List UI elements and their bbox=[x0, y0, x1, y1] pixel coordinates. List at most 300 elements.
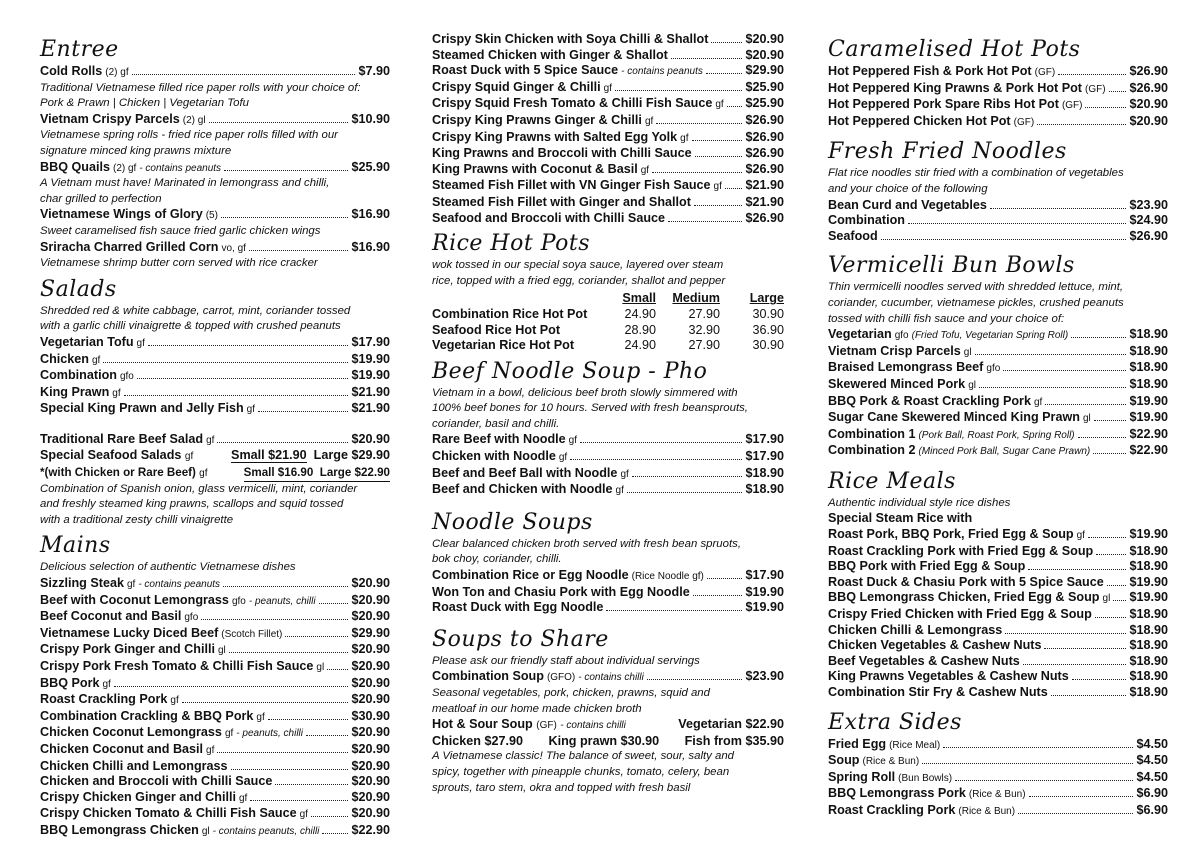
item-price: $20.90 bbox=[351, 642, 390, 657]
item-tag: gf bbox=[238, 792, 248, 804]
menu-item bbox=[40, 774, 390, 790]
item-tag: gl bbox=[968, 379, 976, 391]
dot-leader bbox=[1113, 600, 1126, 601]
size-price: 28.90 bbox=[624, 322, 656, 337]
item-price: $16.90 bbox=[351, 239, 390, 254]
item-price: $18.90 bbox=[1129, 669, 1168, 684]
item-tag: gf bbox=[603, 82, 612, 94]
menu-item bbox=[828, 443, 1168, 460]
menu-item bbox=[432, 96, 784, 113]
chicken-price: Chicken $27.90 bbox=[432, 733, 524, 748]
bun-bowls-list bbox=[828, 280, 1168, 460]
item-price: $6.90 bbox=[1136, 802, 1168, 817]
section-heading-fried-noodles: Fresh Fried Noodles bbox=[828, 139, 1067, 165]
item-name: Chicken Chilli & Lemongrass bbox=[828, 622, 1003, 637]
menu-item bbox=[828, 803, 1168, 820]
menu-item bbox=[40, 432, 390, 449]
item-name: *(with Chicken or Rare Beef) bbox=[40, 466, 196, 480]
item-name: Hot Peppered King Prawns & Pork Hot Pot bbox=[828, 80, 1083, 95]
menu-item bbox=[828, 669, 1168, 685]
item-name: Vegetarian Rice Hot Pot bbox=[432, 338, 575, 353]
dot-leader bbox=[1023, 664, 1127, 665]
rice-hot-pot-row bbox=[432, 307, 784, 323]
menu-item bbox=[828, 638, 1168, 654]
item-note: (Fried Tofu, Vegetarian Spring Roll) bbox=[911, 330, 1069, 342]
dot-leader bbox=[606, 610, 742, 611]
item-description: and your choice of the following bbox=[828, 182, 988, 195]
item-price: $20.90 bbox=[351, 609, 390, 624]
spacer bbox=[40, 418, 390, 432]
combo-soup-desc-1: Seasonal vegetables, pork, chicken, prawns, squid and bbox=[432, 687, 710, 699]
dot-leader bbox=[1005, 633, 1126, 634]
mains-continued-list bbox=[432, 32, 784, 226]
item-description: coriander, basil and chilli. bbox=[432, 417, 560, 430]
rice-hot-pot-rows bbox=[432, 307, 784, 354]
item-tag: gfo bbox=[231, 595, 246, 607]
menu-item bbox=[828, 527, 1168, 544]
item-name: Bean Curd and Vegetables bbox=[828, 197, 987, 212]
item-name: Steamed Fish Fillet with VN Ginger Fish Sauce bbox=[432, 178, 711, 193]
item-name: Vietnam Crispy Parcels bbox=[40, 111, 180, 126]
item-price: $20.90 bbox=[351, 692, 390, 707]
menu-item bbox=[828, 114, 1168, 131]
dot-leader bbox=[922, 763, 1133, 764]
item-price: $19.90 bbox=[1129, 527, 1168, 542]
item-description: Clear balanced chicken broth served with fresh bean spruots, bbox=[432, 537, 741, 550]
menu-item bbox=[828, 590, 1168, 607]
item-name: King Prawn bbox=[40, 384, 110, 399]
dot-leader bbox=[1018, 813, 1133, 814]
dot-leader bbox=[1058, 74, 1126, 75]
menu-item bbox=[432, 32, 784, 48]
item-tag: gf bbox=[102, 678, 111, 690]
item-name: Combination Soup bbox=[432, 669, 544, 684]
item-tag: (2) gf bbox=[112, 162, 137, 174]
dot-leader bbox=[268, 719, 349, 720]
item-tag: (Rice & Bun) bbox=[958, 805, 1016, 817]
item-price: $18.90 bbox=[1129, 559, 1168, 574]
item-price: $25.90 bbox=[745, 96, 784, 111]
salad-description-3: with a traditional zesty chilli vinaigrette bbox=[40, 513, 234, 526]
item-name: Hot Peppered Pork Spare Ribs Hot Pot bbox=[828, 97, 1059, 112]
item-tag: (Scotch Fillet) bbox=[221, 628, 283, 640]
dot-leader bbox=[285, 636, 348, 637]
dot-leader bbox=[209, 122, 349, 123]
item-price: $23.90 bbox=[745, 669, 784, 684]
menu-item bbox=[828, 198, 1168, 214]
item-price: $26.90 bbox=[1129, 228, 1168, 243]
item-name: BBQ Pork with Fried Egg & Soup bbox=[828, 559, 1026, 574]
item-tag: (Rice & Bun) bbox=[968, 789, 1026, 801]
menu-item bbox=[40, 352, 390, 369]
dot-leader bbox=[223, 586, 348, 587]
item-tag: gl bbox=[1102, 593, 1111, 605]
dot-leader bbox=[132, 74, 356, 75]
menu-item bbox=[828, 607, 1168, 623]
item-tag: gf bbox=[184, 451, 194, 463]
dot-leader bbox=[148, 345, 349, 346]
item-price: $20.90 bbox=[1129, 97, 1168, 112]
item-note: - contains chilli bbox=[560, 720, 626, 732]
section-heading-salads: Salads bbox=[40, 276, 117, 302]
item-tag: gf bbox=[640, 164, 650, 176]
item-price: $19.90 bbox=[745, 600, 784, 615]
item-name: Soup bbox=[828, 753, 860, 768]
dot-leader bbox=[1109, 91, 1127, 92]
item-tag: gf bbox=[136, 337, 145, 349]
menu-item bbox=[40, 823, 390, 840]
size-price: 30.90 bbox=[752, 306, 784, 321]
item-name: Beef and Beef Ball with Noodle bbox=[432, 465, 618, 480]
item-price: $6.90 bbox=[1136, 786, 1168, 801]
menu-item bbox=[828, 213, 1168, 229]
menu-item bbox=[828, 410, 1168, 427]
menu-item bbox=[828, 427, 1168, 444]
dot-leader bbox=[580, 442, 742, 443]
menu-item bbox=[432, 432, 784, 449]
menu-item bbox=[40, 64, 390, 81]
dot-leader bbox=[652, 172, 742, 173]
menu-item bbox=[432, 449, 784, 466]
item-name: Skewered Minced Pork bbox=[828, 376, 966, 391]
special-salads-variant bbox=[40, 465, 390, 482]
item-tag: gl bbox=[201, 825, 210, 837]
item-name: Beef and Chicken with Noodle bbox=[432, 482, 613, 497]
menu-item bbox=[432, 585, 784, 601]
item-name: Roast Pork, BBQ Pork, Fried Egg & Soup bbox=[828, 527, 1074, 542]
item-description: Authentic individual style rice dishes bbox=[828, 496, 1011, 509]
dot-leader bbox=[1045, 404, 1126, 405]
item-name: Beef Vegetables & Cashew Nuts bbox=[828, 653, 1020, 668]
item-description: Vietnamese shrimp butter corn served with rice cracker bbox=[40, 257, 318, 270]
menu-item bbox=[40, 692, 390, 709]
item-price: $4.50 bbox=[1136, 753, 1168, 768]
item-description: Vietnam in a bowl, delicious beef broth slowly simmered with bbox=[432, 386, 738, 399]
dot-leader bbox=[201, 619, 348, 620]
dot-leader bbox=[229, 652, 349, 653]
dot-leader bbox=[1094, 420, 1127, 421]
dot-leader bbox=[124, 395, 349, 396]
item-name: Roast Crackling Pork bbox=[40, 692, 168, 707]
dot-leader bbox=[231, 769, 349, 770]
item-price: $26.90 bbox=[745, 129, 784, 144]
item-note: - peanuts, chilli bbox=[248, 595, 316, 607]
item-price: $18.90 bbox=[1129, 376, 1168, 391]
item-tag: (5) bbox=[205, 210, 218, 222]
item-name: Hot Peppered Fish & Pork Hot Pot bbox=[828, 64, 1032, 78]
item-price: $23.90 bbox=[1129, 197, 1168, 212]
item-tag: gf bbox=[206, 744, 215, 756]
menu-item bbox=[828, 559, 1168, 575]
menu-item bbox=[40, 790, 390, 807]
item-name: Sriracha Charred Grilled Corn bbox=[40, 239, 219, 254]
dot-leader bbox=[275, 784, 348, 785]
hot-sour-soup bbox=[432, 717, 784, 734]
item-price: $20.90 bbox=[351, 659, 390, 673]
dot-leader bbox=[695, 156, 743, 157]
menu-item bbox=[40, 659, 390, 676]
item-description: Vietnamese spring rolls - fried rice paper rolls filled with our bbox=[40, 129, 338, 142]
item-tag: gf bbox=[715, 99, 724, 111]
item-price: $18.90 bbox=[1129, 343, 1168, 358]
item-price: $17.90 bbox=[745, 432, 784, 447]
menu-item bbox=[40, 368, 390, 385]
item-name: Hot Peppered Chicken Hot Pot bbox=[828, 113, 1011, 128]
item-tag: (GF) bbox=[1061, 100, 1083, 112]
price-small: Small $21.90 bbox=[231, 448, 307, 463]
section-heading-rice-hot-pots: Rice Hot Pots bbox=[432, 231, 590, 257]
price-large: Large $22.90 bbox=[319, 466, 390, 480]
item-name: Combination bbox=[40, 368, 117, 383]
item-tag: gf bbox=[680, 132, 689, 144]
item-name: BBQ Pork bbox=[40, 675, 100, 690]
item-note: (Minced Pork Ball, Sugar Cane Prawn) bbox=[918, 446, 1091, 458]
item-name: BBQ Quails bbox=[40, 159, 110, 174]
menu-item bbox=[40, 742, 390, 759]
item-tag: (Rice & Bun) bbox=[862, 756, 920, 768]
item-tag: gfo bbox=[184, 612, 199, 624]
menu-item bbox=[432, 195, 784, 211]
item-price: $25.90 bbox=[745, 79, 784, 94]
soups-share-desc: Please ask our friendly staff about individual servings bbox=[432, 654, 700, 667]
item-name: Roast Duck with Egg Noodle bbox=[432, 600, 604, 615]
item-description: char grilled to perfection bbox=[40, 192, 162, 205]
dot-leader bbox=[725, 188, 743, 189]
menu-item bbox=[40, 576, 390, 593]
item-price: $19.90 bbox=[1129, 574, 1168, 589]
section-heading-rice-meals: Rice Meals bbox=[828, 468, 956, 494]
section-heading-caramelised-hot-pots: Caramelised Hot Pots bbox=[828, 37, 1081, 62]
item-price: $19.90 bbox=[351, 351, 390, 366]
menu-item bbox=[40, 160, 390, 177]
item-price: $18.90 bbox=[1129, 685, 1168, 699]
item-price: $20.90 bbox=[351, 741, 390, 756]
item-tag: gf bbox=[206, 434, 215, 446]
item-note: - peanuts, chilli bbox=[236, 728, 303, 740]
item-price: $20.90 bbox=[351, 806, 390, 821]
hot-pots-list bbox=[828, 64, 1168, 130]
size-large-header: Large bbox=[749, 291, 784, 306]
hot-sour-desc-1: A Vietnamese classic! The balance of sweet, sour, salty and bbox=[432, 750, 735, 763]
salads-list bbox=[40, 304, 390, 449]
item-name: BBQ Pork & Roast Crackling Pork bbox=[828, 393, 1031, 408]
entree-list bbox=[40, 64, 390, 272]
menu-item bbox=[432, 113, 784, 130]
dot-leader bbox=[975, 354, 1127, 355]
menu-item bbox=[828, 737, 1168, 754]
dot-leader bbox=[707, 578, 743, 579]
dot-leader bbox=[1029, 796, 1134, 797]
item-price: $26.90 bbox=[745, 210, 784, 225]
item-note: - contains peanuts bbox=[138, 579, 221, 591]
item-name: Crispy Squid Ginger & Chilli bbox=[432, 79, 601, 94]
vegetarian-price: Vegetarian $22.90 bbox=[678, 717, 784, 732]
item-name: Roast Duck with 5 Spice Sauce bbox=[432, 63, 619, 78]
item-name: Crispy Chicken Tomato & Chilli Fish Sauce bbox=[40, 806, 297, 821]
item-name: Chicken Vegetables & Cashew Nuts bbox=[828, 638, 1042, 653]
item-name: BBQ Lemongrass Chicken bbox=[40, 822, 199, 837]
dot-leader bbox=[1093, 453, 1126, 454]
item-tag: gf bbox=[199, 468, 208, 480]
item-name: Hot & Sour Soup bbox=[432, 717, 533, 732]
item-tag: gf bbox=[224, 728, 234, 740]
item-tag: gf bbox=[1076, 530, 1085, 542]
menu-item bbox=[40, 626, 390, 643]
item-price: $20.90 bbox=[351, 675, 390, 690]
dot-leader bbox=[908, 223, 1127, 224]
item-description: signature minced king prawns mixture bbox=[40, 144, 232, 157]
dot-leader bbox=[706, 73, 743, 74]
item-name: Chicken and Broccoli with Chilli Sauce bbox=[40, 774, 273, 789]
item-name: Seafood bbox=[828, 228, 878, 243]
section-heading-pho: Beef Noodle Soup - Pho bbox=[432, 358, 708, 384]
item-tag: gl bbox=[963, 346, 972, 358]
item-price: $29.90 bbox=[351, 625, 390, 640]
hot-sour-desc-2: spicy, together with pineapple chunks, tomato, celery, bean bbox=[432, 765, 730, 778]
price-small: Small $16.90 bbox=[243, 466, 314, 480]
item-name: Roast Crackling Pork with Fried Egg & Soup bbox=[828, 543, 1094, 558]
item-price: $21.90 bbox=[351, 401, 390, 416]
item-name: Beef Coconut and Basil bbox=[40, 609, 182, 624]
menu-column-1 bbox=[40, 32, 390, 840]
item-name: Braised Lemongrass Beef bbox=[828, 360, 984, 375]
item-tag: gf bbox=[568, 435, 577, 447]
menu-item bbox=[432, 178, 784, 195]
dot-leader bbox=[1095, 617, 1127, 618]
item-description: tossed with chilli fish sauce and your choice of: bbox=[828, 312, 1065, 325]
item-tag: gf bbox=[170, 695, 179, 707]
item-note: (Pork Ball, Roast Pork, Spring Roll) bbox=[918, 429, 1075, 441]
menu-item bbox=[40, 759, 390, 775]
item-name: Crispy King Prawns with Salted Egg Yolk bbox=[432, 129, 678, 144]
item-tag: gf bbox=[615, 485, 624, 497]
menu-item bbox=[828, 770, 1168, 787]
item-name: Special Seafood Salads bbox=[40, 448, 182, 463]
item-note: - contains peanuts bbox=[621, 66, 703, 78]
item-price: $20.90 bbox=[745, 47, 784, 62]
dot-leader bbox=[627, 492, 743, 493]
item-price: $17.90 bbox=[351, 334, 390, 349]
item-name: Fried Egg bbox=[828, 736, 887, 751]
item-description: Pork & Prawn | Chicken | Vegetarian Tofu bbox=[40, 97, 249, 110]
menu-item bbox=[828, 544, 1168, 560]
item-description: Delicious selection of authentic Vietnamese dishes bbox=[40, 561, 296, 574]
hot-sour-desc-3: sprouts, taro stem, okra and topped with fresh basil bbox=[432, 781, 691, 794]
hot-sour-prices bbox=[432, 734, 784, 750]
rice-hot-pots-desc-1: wok tossed in our special soya sauce, layered over steam bbox=[432, 259, 724, 272]
dot-leader bbox=[615, 90, 742, 91]
dot-leader bbox=[979, 387, 1126, 388]
item-name: Vietnamese Wings of Glory bbox=[40, 207, 203, 222]
item-name: Chicken with Noodle bbox=[432, 449, 556, 464]
menu-item bbox=[828, 81, 1168, 98]
menu-item bbox=[432, 146, 784, 162]
dot-leader bbox=[1085, 107, 1126, 108]
dot-leader bbox=[692, 140, 743, 141]
item-name: King Prawns with Coconut & Basil bbox=[432, 161, 638, 176]
dot-leader bbox=[943, 747, 1133, 748]
size-price: 30.90 bbox=[752, 338, 784, 353]
item-name: Combination 1 bbox=[828, 426, 916, 441]
item-tag: (GFO) bbox=[546, 672, 576, 684]
item-name: BBQ Lemongrass Pork bbox=[828, 786, 966, 801]
section-heading-entree: Entree bbox=[40, 37, 119, 62]
menu-item bbox=[432, 80, 784, 97]
menu-item bbox=[40, 112, 390, 129]
dot-leader bbox=[182, 702, 349, 703]
item-name: Chicken Coconut Lemongrass bbox=[40, 725, 222, 740]
menu-item bbox=[432, 482, 784, 499]
dot-leader bbox=[1107, 585, 1127, 586]
item-description: Thin vermicelli noodles served with shredded lettuce, mint, bbox=[828, 281, 1124, 294]
item-price: $18.90 bbox=[745, 465, 784, 480]
dot-leader bbox=[306, 735, 348, 736]
menu-item bbox=[828, 623, 1168, 639]
menu-item bbox=[828, 394, 1168, 411]
menu-column-3 bbox=[828, 32, 1168, 820]
section-heading-extra-sides: Extra Sides bbox=[828, 709, 962, 735]
dot-leader bbox=[1078, 437, 1127, 438]
item-price: $26.90 bbox=[745, 112, 784, 127]
item-name: Cold Rolls bbox=[40, 64, 103, 78]
rice-hot-pots-desc-2: rice, topped with a fried egg, coriander, shallot and pepper bbox=[432, 274, 726, 287]
extra-sides-list bbox=[828, 737, 1168, 820]
item-name: Chicken Chilli and Lemongrass bbox=[40, 758, 228, 773]
item-description: Sweet caramelised fish sauce fried garlic chicken wings bbox=[40, 224, 321, 237]
item-price: $24.90 bbox=[1129, 213, 1168, 228]
menu-item bbox=[40, 207, 390, 224]
dot-leader bbox=[1028, 569, 1126, 570]
item-description: Shredded red & white cabbage, carrot, mint, coriander tossed bbox=[40, 304, 351, 317]
item-price: $18.90 bbox=[745, 482, 784, 497]
item-name: Combination bbox=[828, 213, 905, 228]
section-heading-noodle-soups: Noodle Soups bbox=[432, 509, 593, 535]
item-price: $18.90 bbox=[1129, 327, 1168, 342]
menu-item bbox=[828, 575, 1168, 591]
dot-leader bbox=[1003, 370, 1126, 371]
menu-item bbox=[40, 609, 390, 626]
dot-leader bbox=[250, 800, 348, 801]
item-price: $26.90 bbox=[745, 161, 784, 176]
menu-item bbox=[432, 63, 784, 80]
dot-leader bbox=[1072, 679, 1127, 680]
dot-leader bbox=[224, 170, 348, 171]
dot-leader bbox=[711, 42, 742, 43]
item-price: $18.90 bbox=[1129, 622, 1168, 637]
item-price: $20.90 bbox=[351, 576, 390, 591]
size-price: 32.90 bbox=[688, 322, 720, 337]
menu-item bbox=[828, 64, 1168, 81]
menu-item bbox=[40, 806, 390, 823]
menu-item bbox=[828, 97, 1168, 114]
item-price: $21.90 bbox=[351, 384, 390, 399]
menu-item bbox=[432, 130, 784, 147]
dot-leader bbox=[668, 221, 742, 222]
dot-leader bbox=[1088, 537, 1127, 538]
item-name: Seafood Rice Hot Pot bbox=[432, 322, 561, 337]
item-tag: gf bbox=[126, 579, 136, 591]
item-tag: gf bbox=[620, 468, 629, 480]
dot-leader bbox=[1044, 648, 1126, 649]
dot-leader bbox=[955, 780, 1133, 781]
item-name: Crispy Pork Ginger and Chilli bbox=[40, 642, 215, 657]
menu-item bbox=[40, 676, 390, 693]
item-note: - contains peanuts bbox=[139, 162, 222, 174]
item-price: $26.90 bbox=[1129, 80, 1168, 95]
item-price: $22.90 bbox=[1129, 443, 1168, 458]
menu-item bbox=[40, 385, 390, 402]
noodle-soups-list bbox=[432, 537, 784, 616]
